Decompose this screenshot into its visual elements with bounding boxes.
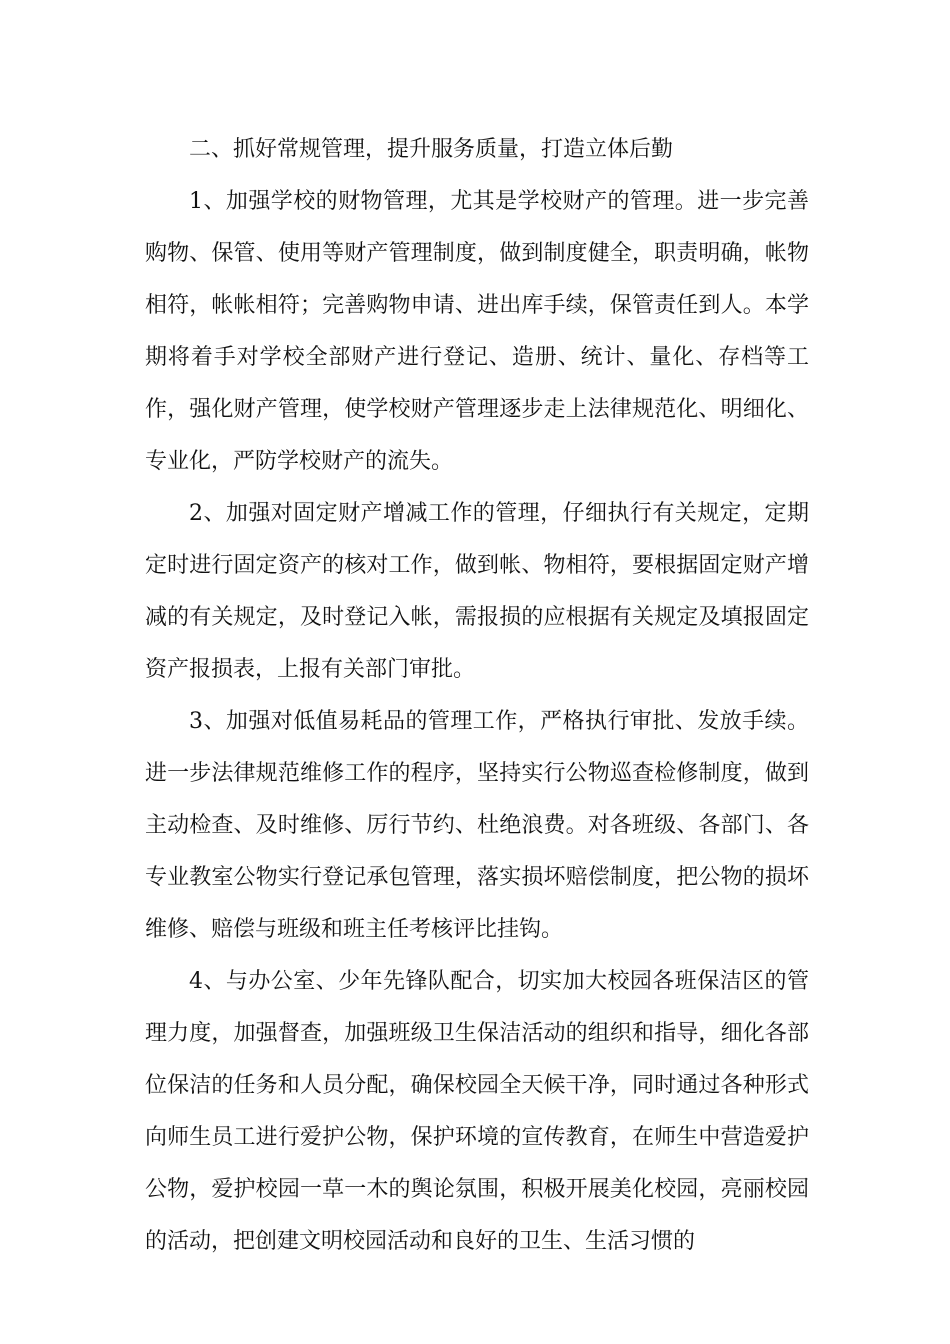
paragraph-3: 3、加强对低值易耗品的管理工作，严格执行审批、发放手续。进一步法律规范维修工作的程序，坚持实行公物巡查检修制度，做到主动检查、及时维修、厉行节约、杜绝浪费。对各班级、各部门、各专业教室公物实行登记承包管理，落实损坏赔偿制度，把公物的损坏维修、赔偿与班级和班主任考核评比挂钩。 bbox=[145, 709, 809, 942]
paragraph-1: 1、加强学校的财物管理，尤其是学校财产的管理。进一步完善购物、保管、使用等财产管理制度，做到制度健全，职责明确，帐物相符，帐帐相符；完善购物申请、进出库手续，保管责任到人。本学期将着手对学校全部财产进行登记、造册、统计、量化、存档等工作，强化财产管理，使学校财产管理逐步走上法律规范化、明细化、专业化，严防学校财产的流失。 bbox=[145, 189, 809, 474]
document-body bbox=[145, 124, 809, 1268]
section-heading: 二、抓好常规管理，提升服务质量，打造立体后勤 bbox=[189, 137, 674, 162]
paragraph-4: 4、与办公室、少年先锋队配合，切实加大校园各班保洁区的管理力度，加强督查，加强班级卫生保洁活动的组织和指导，细化各部位保洁的任务和人员分配，确保校园全天候干净，同时通过各种形式向师生员工进行爱护公物，保护环境的宣传教育，在师生中营造爱护公物，爱护校园一草一木的舆论氛围，积极开展美化校园，亮丽校园的活动，把创建文明校园活动和良好的卫生、生活习惯的 bbox=[145, 969, 809, 1254]
paragraph-2: 2、加强对固定财产增减工作的管理，仔细执行有关规定，定期定时进行固定资产的核对工作，做到帐、物相符，要根据固定财产增减的有关规定，及时登记入帐，需报损的应根据有关规定及填报固定资产报损表，上报有关部门审批。 bbox=[145, 501, 809, 682]
